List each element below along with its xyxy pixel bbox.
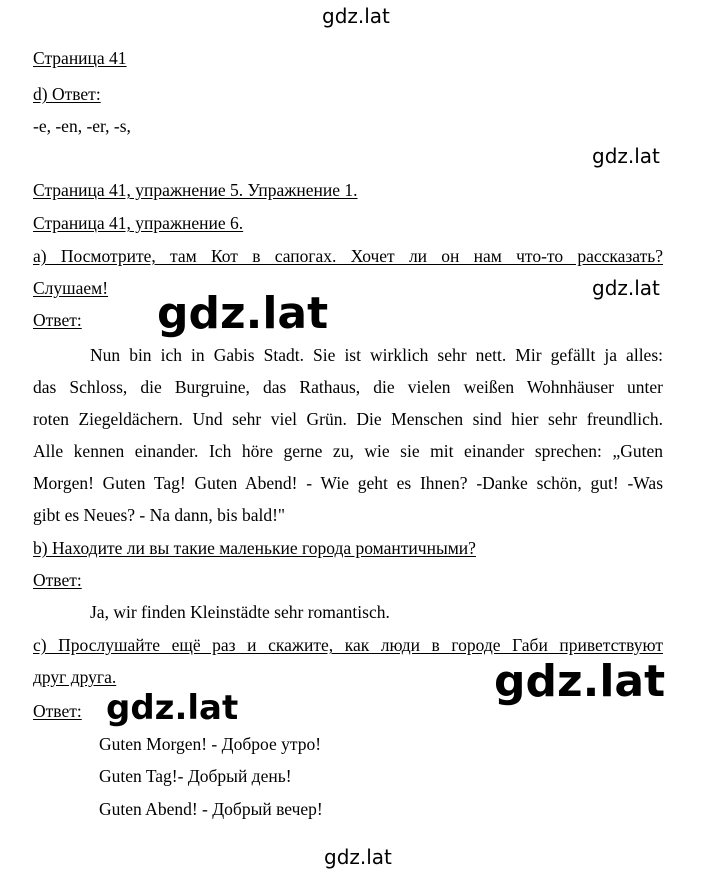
question-c-line2: друг друга. [33, 667, 117, 687]
exercise-6-heading: Страница 41, упражнение 6. [33, 213, 244, 233]
watermark-right-1: gdz.lat [592, 144, 660, 168]
question-a-line2: Слушаем! [33, 278, 109, 298]
answer-c-label: Ответ: [33, 701, 82, 721]
question-b: b) Находите ли вы такие маленькие города романтичными? [33, 538, 476, 558]
answer-a-text [33, 344, 663, 536]
answer-c-item: Guten Tag!- Добрый день! [99, 766, 292, 786]
watermark-bottom: gdz.lat [324, 845, 392, 869]
answer-c-item: Guten Morgen! - Доброе утро! [99, 734, 322, 754]
question-c-line1: c) Прослушайте ещё раз и скажите, как люди в городе Габи приветствуют [33, 635, 663, 655]
watermark-right-2: gdz.lat [592, 276, 660, 300]
section-d-label: d) Ответ: [33, 84, 101, 104]
section-d-answer: -e, -en, -er, -s, [33, 116, 131, 136]
answer-c-item: Guten Abend! - Добрый вечер! [99, 799, 323, 819]
watermark-top: gdz.lat [322, 4, 390, 28]
exercise-5-heading: Страница 41, упражнение 5. Упражнение 1. [33, 180, 358, 200]
answer-b-text: Ja, wir finden Kleinstädte sehr romantisch. [90, 602, 390, 622]
watermark-large-2: gdz.lat [494, 656, 666, 707]
watermark-medium: gdz.lat [106, 688, 239, 728]
watermark-large-1: gdz.lat [157, 288, 329, 339]
answer-a-label: Ответ: [33, 310, 82, 330]
answer-a-line: roten Ziegeldächern. Und sehr viel Grün. Die Menschen sind hier sehr freundlich. [33, 409, 663, 429]
answer-a-line: gibt es Neues? - Na dann, bis bald!" [33, 505, 286, 525]
answer-a-line: Morgen! Guten Tag! Guten Abend! - Wie geht es Ihnen? -Danke schön, gut! -Was [33, 473, 663, 493]
answer-b-label: Ответ: [33, 570, 82, 590]
question-a-line1: a) Посмотрите, там Кот в сапогах. Хочет ли он нам что-то рассказать? [33, 246, 663, 266]
answer-a-line: Nun bin ich in Gabis Stadt. Sie ist wirklich sehr nett. Mir gefällt ja alles: [90, 345, 663, 365]
answer-a-line: Alle kennen einander. Ich höre gerne zu, wie sie mit einander sprechen: „Guten [33, 441, 663, 461]
answer-a-line: das Schloss, die Burgruine, das Rathaus, die vielen weißen Wohnhäuser unter [33, 377, 663, 397]
page-heading: Страница 41 [33, 48, 127, 68]
